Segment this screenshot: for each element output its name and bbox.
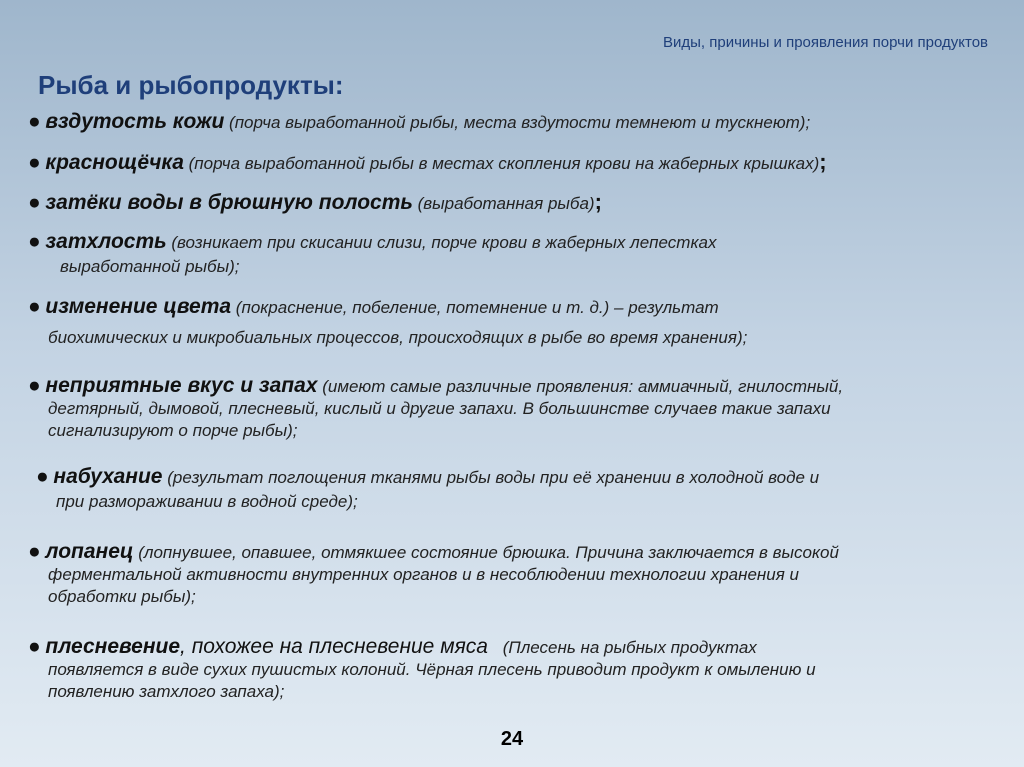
list-item <box>28 111 998 134</box>
list-item <box>28 541 998 608</box>
item-term: краснощёчка <box>45 151 184 174</box>
item-continuation: появлению затхлого запаха); <box>48 682 285 701</box>
item-end: ; <box>819 149 827 174</box>
item-continuation: появляется в виде сухих пушистых колоний. Чёрная плесень приводит продукт к омылению и <box>48 660 816 679</box>
page-number: 24 <box>500 728 524 750</box>
bullet: ● <box>28 374 41 397</box>
item-description: (Плесень на рыбных продуктах <box>502 638 757 657</box>
bullet: ● <box>28 540 41 563</box>
item-description: (имеют самые различные проявления: аммиачный, гнилостный, <box>322 377 844 396</box>
item-term: плесневение <box>45 635 181 658</box>
item-continuation: сигнализируют о порче рыбы); <box>48 421 298 440</box>
list-item <box>28 151 998 175</box>
item-description: (порча выработанной рыбы, места вздутости темнеют и тускнеют); <box>229 113 811 132</box>
item-term: изменение цвета <box>45 295 232 318</box>
item-continuation: дегтярный, дымовой, плесневый, кислый и другие запахи. В большинстве случаев такие запахи <box>48 399 831 418</box>
item-description: (покраснение, побеление, потемнение и т. д.) – результат <box>235 298 719 317</box>
item-term-extension: , похожее на плесневение мяса <box>180 635 488 658</box>
item-term: лопанец <box>45 540 134 563</box>
item-continuation: ферментальной активности внутренних органов и в несоблюдении технологии хранения и <box>48 565 799 584</box>
list-item <box>28 191 998 215</box>
item-description: (выработанная рыба) <box>417 194 595 213</box>
item-term: набухание <box>53 465 163 488</box>
list-item <box>28 296 998 349</box>
item-description: (возникает при скисании слизи, порче крови в жаберных лепестках <box>171 233 717 252</box>
list-item <box>28 375 998 442</box>
slide-title: Рыба и рыбопродукты: <box>38 70 344 100</box>
list-item <box>36 466 1006 513</box>
item-continuation: обработки рыбы); <box>48 587 196 606</box>
item-term: вздутость кожи <box>45 110 225 133</box>
bullet: ● <box>28 230 41 253</box>
item-description: (порча выработанной рыбы в местах скопления крови на жаберных крышках) <box>188 154 820 173</box>
item-term: неприятные вкус и запах <box>45 374 318 397</box>
list-item <box>28 231 998 278</box>
item-end: ; <box>594 189 602 214</box>
item-continuation: биохимических и микробиальных процессов, происходящих в рыбе во время хранения); <box>48 328 748 347</box>
item-description: (лопнувшее, опавшее, отмякшее состояние брюшка. Причина заключается в высокой <box>138 543 839 562</box>
item-continuation: при размораживании в водной среде); <box>56 492 358 511</box>
bullet: ● <box>28 295 41 318</box>
item-description: (результат поглощения тканями рыбы воды при её хранении в холодной воде и <box>167 468 820 487</box>
item-term: затхлость <box>45 230 167 253</box>
bullet: ● <box>28 635 41 658</box>
list-item <box>28 636 998 703</box>
item-continuation: выработанной рыбы); <box>60 257 240 276</box>
bullet: ● <box>28 191 41 214</box>
bullet: ● <box>28 110 41 133</box>
slide-header: Виды, причины и проявления порчи продуктов <box>663 34 988 51</box>
bullet: ● <box>36 465 49 488</box>
bullet: ● <box>28 151 41 174</box>
item-term: затёки воды в брюшную полость <box>45 191 413 214</box>
